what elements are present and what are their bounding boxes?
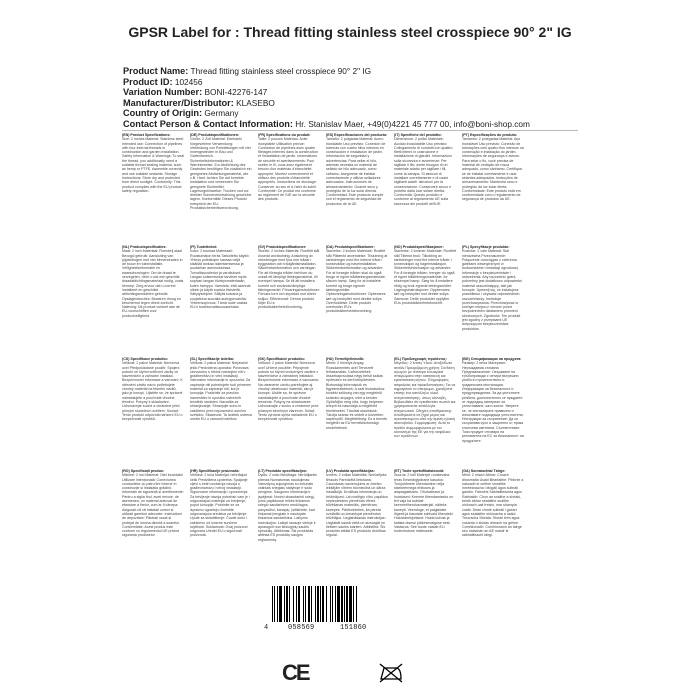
spec-heading: (RO) Specificații produs: xyxy=(122,469,165,473)
spec-body: Izmērs: 2 collas Materiāls: Nerūsējošs tērauds Paredzētā lietošana: Cauruļvadu savienojums ar četrām iekšējām vītnēm būvniecībā un dārza instalācijā. Drošības informācija un brīdinājumi: Lai noslēgtu vītni, papildus nepieciešams piemērots vītnes blīvēšanas materiāls, piemēram, kaņepes. Pārliecinieties, ka pareizi uzstādāt un izmantojat piemērotus blīvētājus. Uzglabāšanas instrukcijas: Uzglabāt sausā vietā un aizsargāt no tiešiem saules stariem. Atbilstība: Šis produkts atbilst ES produktu drošības regulai. xyxy=(326,473,388,538)
spec-body: Veľkosť: 2 palce Materiál: Nerezová oceľ Určené použitie: Pripojenie potrubí so štyrmi vnútornými závitmi v stavebníctve a záhradnej inštalácii. Bezpečnostné informácie a varovania: Na utesnenie závitu potrebujete aj vhodný utesňovací materiál, ako je konope. Uistite sa, že správne nainštalujete a používate vhodné tesnenia. Pokyny na skladovanie: Uchovávajte v suchu a chránené pred priamym slnečným žiarením. Súlad: Tento výrobok spĺňa nariadenie EÚ o bezpečnosti výrobkov. xyxy=(258,361,319,422)
spec-body: Velikost: 2 palca Material: Nerjaveče jeklo Predvidena uporaba: Povezava cevovodov s štirimi notranjimi niti v gradbeništvu in vrtni instalaciji. Varnostne informacije in opozorila: Za zapiranje niti potrebujete tudi primeren material za zapiranje niti, kot je konoplja. Poskrbite za pravilno namestitev in uporabo ustreznih tesnilnih sredstev. Navodila za shranjevanje: Shranjujte suho in zaščiteno pred neposredno sončno svetlobo. Skladnost: Ta izdelek ustreza uredbi EU o varnosti izdelkov. xyxy=(190,361,252,422)
spec-heading: (PT) Especificações do produto: xyxy=(462,133,518,137)
ce-mark-icon: CE xyxy=(282,660,309,685)
barcode xyxy=(264,586,367,632)
spec-block-bg xyxy=(462,357,524,463)
product-id-value: 102456 xyxy=(174,76,203,87)
spec-block-lv xyxy=(326,469,388,575)
variation-value: BONI-42276-147 xyxy=(204,87,268,97)
product-id-label: Product ID: xyxy=(123,76,173,87)
spec-block-cs xyxy=(122,357,184,463)
origin-label: Country of Origin: xyxy=(123,108,203,118)
spec-block-no xyxy=(394,245,456,351)
spec-block-sk xyxy=(258,357,320,463)
spec-heading: (DA) Produktspecifikationer: xyxy=(326,245,375,249)
no-iron-icon xyxy=(378,662,404,684)
spec-block-hu xyxy=(326,357,388,463)
divider xyxy=(122,130,578,131)
spec-heading: (PL) Specyfikacje produktu: xyxy=(462,245,510,249)
spec-block-de xyxy=(190,133,252,239)
spec-heading: (ET) Toote spetsifikatsioonid: xyxy=(394,469,445,473)
spec-block-nl xyxy=(122,245,184,351)
manufacturer-value: KLASEBO xyxy=(236,97,275,108)
spec-heading: (NL) Productspecificaties: xyxy=(122,245,167,249)
contact-value: Hr. Stanislav Maer, +49(0)4221 45 777 00, info@boni-shop.com xyxy=(295,118,530,129)
spec-body: Dimensione: 2 pollici Materiale: Acciaio inossidabile Uso previsto: Collegamento di condotti con quattro filetti interni in costruzione e installazione di giardini. Informazioni sulla sicurezza e avvertenze: Per sigillare il filo, avete bisogno di un materiale adatto per sigillare i fili, come la canapa. Si assicuri di installare correttamente e di usare sigillanti adatti. Istruzioni per la conservazione: Conservare secco e protetto dalla luce solare diretta. Conformità: Questo prodotto è conforme al regolamento UE sulla sicurezza dei prodotti dell'UE. xyxy=(394,137,453,206)
spec-block-lt xyxy=(258,469,320,575)
spec-heading: (LT) Produkto specifikacijos: xyxy=(258,469,308,473)
spec-heading: (LV) Produkta specifikācijas: xyxy=(326,469,375,473)
spec-block-es xyxy=(326,133,388,239)
product-name-value: Thread fitting stainless steel crosspiece 90° 2" IG xyxy=(190,66,372,76)
spec-body: Size: 2 inches Material: Stainless steel Intended use: Connection of pipelines with four internal threads in construction and garden installation. Safety Information & Warnings: To seal the thread, you additionally need a suitable thread sealing material, such as hemp or PTFE. Assemble correctly and use suitable sealants. Storage Instructions: Store dry and protected from direct sunlight. Conformity: This product complies with the EU product safety regulation. xyxy=(122,137,184,193)
spec-block-fi xyxy=(190,245,252,351)
spec-body: Größe: 2 Zoll Material: Edelstahl Vorgesehene Verwendung: Verbindung von Rohrleitungen mit vier Innengewinden in Bau und Gartenbereich. Sicherheitsinformationen & Warnhinweise: Zur Abdichtung des Gewindes benötigen Sie zusätzlich ein geeignetes Abdichtungsmaterial, wie z.B. Hanf. Achten Sie auf korrekte Installation und verwenden Sie geeignete Dichtmittel. Lagerungshinweise: Trocken und vor direkter Sonneneinstrahlung geschützt lagern. Konformität: Dieses Produkt entspricht der EU-Produktsicherheitsverordnung. xyxy=(190,137,252,211)
spec-body: Размер: 2 инча Материал: Неръждаема стомана Предназначение: Свързване на тръбопроводи с четири вътрешни резби в строителството и градинската инсталация. Информация за безопасност и предупреждения: За да уплътните резбата, допълнително се нуждаете от подходящ материал за уплътняване, като коноп. Уверете се, че инсталирате правилно и използвате подходящи уплътнители. Инструкции за съхранение: Да се съхранява сухо и защитено от пряка слънчева светлина. Съответствие: Този продукт отговаря на регламента на ЕС за безопасност на продуктите. xyxy=(462,361,524,443)
spec-block-fr xyxy=(258,133,320,239)
spec-row-1 xyxy=(122,133,582,239)
spec-heading: (IT) Specifiche del prodotto: xyxy=(394,133,442,137)
certification-marks xyxy=(272,660,442,690)
spec-row-3 xyxy=(122,357,582,463)
spec-body: Størrelse: 2 inches Materiale: Rustfrit stål Påtænkt anvendelse: Tilslutning af rørledninger med fire interne tråde i konstruktion og haveinstallation. Sikkerhedsinformation og advarsler: For at forsegle tråden skal du også bruge et egnet trådtætningsmateriale, såsom hamp. Sørg for at installere korrekt og bruge egnede tætningsmidler. Opbevaringsinstruktioner: Opbevares tørt og beskyttet mod direkte sollys. Overholdelse: Dette produkt overholder EU's produktsikkerhedsforordning. xyxy=(326,249,388,314)
spec-body: Dydis: 2 colio Medžiaga: Nerūdijantis plienas Numatomas naudojimas: Vamzdynų sujungimas su keturiais vidiniais sriegiais statyboje ir sodo įrengime. Saugumo informacija ir įspėjimai: Norint užsandarinti sriegį, jums papildomai reikės tinkamos sriegio sandarinimo medžiagos, pavyzdžiui, kanapių. Įsitikinkite, kad tinkamai įrengiate ir naudojate tinkamus sandariklius. Laikymo instrukcijos: Laikyti sausoje vietoje ir apsaugoti nuo tiesioginių saulės spindulių. Atitikimas: Šis produktas atitinka ES produktų saugos reglamentą. xyxy=(258,473,317,542)
origin-value: Germany xyxy=(204,108,239,118)
specifications-grid xyxy=(122,133,582,581)
barcode-digits-2: 058569 xyxy=(288,624,315,632)
spec-heading: (SK) Špecifikácie produktu: xyxy=(258,357,305,361)
spec-block-sl xyxy=(190,357,252,463)
spec-body: Maat: 2 inch Materiaal: Roestvrij staal Beoogd gebruik: Aansluiting van pijpleidingen met vier binnendraden in de bouw en tuininstallatie. Veiligheidsinformatie en waarschuwingen: Om de draad te verzegelen, hebt u ook een geschikt draadafdichtingsmateriaal nodig, zoals hennep. Zorg ervoor dat u correct installeert en geschikte afdichtingsmiddelen gebruikt. Opslaginstructies: Bewaren droog en beschermd tegen direct zonlicht. Naleving: Dit product voldoet aan de EU-voorschriften voor productveiligheid. xyxy=(122,249,184,318)
spec-block-pl xyxy=(462,245,524,351)
spec-block-hr xyxy=(190,469,252,575)
spec-heading: (HR) Specifikacije proizvoda: xyxy=(190,469,240,473)
spec-heading: (NO) Produktspesifikasjoner: xyxy=(394,245,444,249)
spec-heading: (ES) Especificaciones del producto: xyxy=(326,133,388,137)
spec-block-pt xyxy=(462,133,524,239)
spec-body: Μέγεθος: 2 ίντσες Υλικό: Ανοξείδωτο ατσάλι Προοριζόμενη χρήση: Σύνδεση αγωγών με τέσσερα εσωτερικά σπειρώματα στην κατασκευή και εγκατάσταση κήπου. Πληροφορίες ασφαλείας και προειδοποιήσεις: Για να σφραγίσετε το σπείρωμα, χρειάζεστε επίσης ένα κατάλληλο υλικό στεγανοποίησης, όπως κάνναβη. Βεβαιωθείτε ότι εγκαθιστάτε σωστά και χρησιμοποιείτε κατάλληλα στεγανωτικά. Οδηγίες αποθήκευσης: Αποθηκεύστε σε ξηρό μέρος και προστατευμένο από την άμεση ηλιακή ακτινοβολία. Συμμόρφωση: Αυτό το προϊόν συμμορφώνεται με τον κανονισμό της ΕΕ για την ασφάλεια των προϊόντων. xyxy=(394,361,456,439)
spec-block-sv xyxy=(258,245,320,351)
spec-heading: (EN) Product Specifications: xyxy=(122,133,171,137)
contact-label: Contact Person & Contact Information: xyxy=(123,118,293,129)
page-title: GPSR Label for : Thread fitting stainless steel crosspiece 90° 2" IG xyxy=(128,24,572,40)
spec-heading: (FR) Spécifications du produit: xyxy=(258,133,311,137)
spec-heading: (FI) Tuotetiedot: xyxy=(190,245,218,249)
spec-heading: (CS) Specifikace produktu: xyxy=(122,357,168,361)
spec-block-et xyxy=(394,469,456,575)
spec-body: Tamanho: 2 polegadas Material: Aço inoxidável Uso previsto: Conexão de tubulações com quatro fios internos na construção e instalação do jardim. Informações de segurança e avisos: Para selar o fio, você precisa de material de vedação de rosca adequado, como cânhamo. Certifique-se de instalar corretamente e usar selantes adequados. Instruções de armazenamento: Mantenha seco e protegido da luz solar direta. Conformidade: Este produto está em conformidade com o regulamento de segurança de produtos da UE. xyxy=(462,137,524,202)
spec-heading: (BG) Спецификации на продукта: xyxy=(462,357,522,361)
product-name-label: Product Name: xyxy=(123,66,189,76)
spec-block-el xyxy=(394,357,456,463)
spec-body: Storlek: 2 inches Material: Rostfritt stål Avsedd användning: Anslutning av rörledningar med fyra inre trådar i byggnation och trädgårdsinstallation. Säkerhetsinformation och varningar: För att försegla tråden behöver du också ett lämpligt tätningsmaterial, till exempel hampa. Se till att installera korrekt och använda lämpliga tätningsmedel. Förvaringsinstruktioner: Förvara torrt och skyddad mot direkt solljus. Efterlevnad: Denna produkt följer EU:s produktsäkerhetsförordning. xyxy=(258,249,320,310)
spec-heading: (GA) Sonraíochtaí Táirge: xyxy=(462,469,506,473)
spec-row-4 xyxy=(122,469,582,575)
spec-body: Veličina: 2 inča Materijal: nehrđajući čelik Predviđena upotreba: Spajanje cijevi s četiri unutarnja navoja u građevinarstvu i vrtnoj instalaciji. Sigurnosne informacije i upozorenja: Za brtvljenje navoja potreban vam je i odgovarajući materijal za brtvljenje, poput konoplje. Pobrinite se za ispravnu ugradnju i koristite odgovarajuća sredstva za brtvljenje. Upute za skladištenje: Čuvati suho i zaštićeno od izravne sunčeve svjetlosti. Sukladnost: Ovaj proizvod odgovara Uredbi EU o sigurnosti proizvoda. xyxy=(190,473,250,538)
product-info xyxy=(123,66,530,129)
spec-body: Rozmiar: 2 cale Materiał: Stal nierdzewna Przeznaczenie: Połączenie rurociągów z czterema gwintami wewnętrznymi w budownictwie i instalacji ogrodowej. Informacje o bezpieczeństwie i ostrzeżenia: Aby uszczelnić gwint, potrzebny jest dodatkowo odpowiedni materiał uszczelniający, taki jak konopie. Upewnij się, że instalujesz prawidłowo i używasz odpowiednich uszczelniaczy. Instrukcje przechowywania: Przechowywać w suchym miejscu i chronić przed bezpośrednim działaniem promieni słonecznych. Zgodność: Ten produkt jest zgodny z przepisami UE dotyczącymi bezpieczeństwa produktów. xyxy=(462,249,522,331)
spec-body: Méret: 2 hüvelyk Anyag: Rozsdamentes acél Tervezett felhasználás: Csővezetékek összekapcsolása négy belső szálas építésben és kerti telepítésben. Biztonsági információk és figyelmeztetések: A szál lezárásához további szükség van egy megfelelő szálzáró anyagra, mint a kender. Győződjön meg róla, hogy helyesen telepíti és használja a megfelelő tömítéseket. Tárolási utasítások: Tárolja száraz és védett a közvetlen napfénytől. Megfelelőség: Ez a termék megfelel az EU termékbiztonsági rendeletének. xyxy=(326,361,388,430)
spec-block-ro xyxy=(122,469,184,575)
spec-body: Suurus: 2 tolli Materjal: roostevaba teras Eesmärgipärane kasutus: Torujuhtmete ühendamine nelja sisekeermega ehituses ja aiapaigalduses. Ohutusteave ja hoiatused: Keerme tihendamiseks on teil vaja ka sobivat keermetihendusmaterjali, näiteks kanepit. Veenduge, et paigaldate õigesti ja kasutate sobivaid tihendeid. Hoiustamisjuhised: Hoida kuivas ja kaitsta otsese päikesevalguse eest. Vastavus: See toode vastab ELi tooteohutuse määrusele. xyxy=(394,473,454,534)
spec-block-da xyxy=(326,245,388,351)
variation-label: Variation Number: xyxy=(123,87,203,97)
barcode-bars xyxy=(272,586,358,622)
spec-heading: (SV) Produktspecifikationer: xyxy=(258,245,307,249)
spec-body: Velikost: 2 palce Materiál: Nerezová ocel Předpokládané použití: Spojení potrubí se čtyřmi vnitřními závity ve stavebnictví a zahradní instalaci. Bezpečnostní informace a varování: K utěsnění závitu navíc potřebujete vhodný materiál na těsnění závitů, jako je konopí. Ujistěte se, že správně nainstalujete a používáte vhodné těsnění. Pokyny k skladování: Uchovávejte suché a chráněné před přímým slunečním světlem. Soulad: Tento produkt odpovídá nařízení EU o bezpečnosti výrobků. xyxy=(122,361,183,422)
barcode-bar xyxy=(357,586,358,622)
spec-body: Taille: 2 pouces Matériau: Acier inoxydable Utilisation prévue: Connexion de pipelines avec quatre filetages internes dans la construction et l'installation de jardin. Informations de sécurité et avertissements: Pour sceller le fil, vous avez également besoin d'un matériau d'étanchéité approprié. Montez correctement et utilisez des produits d'étanchéité appropriés. Instructions de stockage: Conserver au sec et à l'abri du soleil. Conformité: Ce produit est conforme au règlement de l'UE sur la sécurité des produits. xyxy=(258,137,319,202)
spec-body: Mărime: 2 inci Material: Oțel inoxidabil Utilizare intenționată: Conexiunea conductelor cu patru fire interne în construcție și instalația grădinii. Informații de siguranță și avertismente: Pentru a sigila firul, aveți nevoie, de asemenea, un material adecvat de etanșare a firelor, cum ar fi cânepa. Asigurați-vă că instalați corect și utilizați garnituri adecvate. Instrucțiuni de depozitare: Păstrați uscat și protejat de lumina directă a soarelui. Conformitate: Acest produs este conform cu regulamentul UE privind siguranța produselor. xyxy=(122,473,184,538)
spec-block-it xyxy=(394,133,456,239)
barcode-digits-3: 151860 xyxy=(340,624,367,632)
spec-heading: (HU) Termékjellemzők: xyxy=(326,357,365,361)
manufacturer-label: Manufacturer/Distributor: xyxy=(123,97,234,108)
spec-heading: (DE) Produktspezifikationen: xyxy=(190,133,240,137)
spec-block-en xyxy=(122,133,184,239)
spec-body: Méid: 2 orlach Ábhar: Cruach dhosmálta Úsáid Beartaithe: Píblínte a nascadh le ceithre shnáithe inmheánacha i dtógáil agus suiteáil gairdín. Faisnéis Sábháilteachta agus Rabhaidh: Chun an snáithe a shéalú, beidh ábhar séalaithe snáithe oiriúnach uait freisin, mar shampla cnáib. Déan cinnte suiteáil i gceart agus séalaithe oiriúnacha a úsáid. Treoracha Stórála: Stóráil tirim agus cosanta ó sholas díreach na gréine. Comhlíonadh: Comhlíonann an táirge seo rialachán an AE maidir le sábháilteacht táirgí. xyxy=(462,473,524,538)
barcode-digit-1: 4 xyxy=(264,624,269,632)
spec-row-2 xyxy=(122,245,582,351)
spec-body: Tamaño: 2 pulgadas Material: Acero inoxidable Uso previsto: Conexión de tuberías con cuatro hilos internos en construcción e instalación de jardín. Información de seguridad y advertencias: Para sellar el hilo, además necesita un material de sellado de hilo adecuado, como cáñamo. Asegúrese de instalar correctamente y utilizar selladores adecuados. Instrucciones de almacenamiento: Guarde seco y protegido de la luz solar directa. Conformidad: Este producto cumple con el reglamento de seguridad de productos de la UE. xyxy=(326,137,386,206)
spec-body: Koko: 2 tuumaa Materiaali: Ruostumaton teräs Tarkoitettu käyttö: Yhteys putkistojen kanssa neljä sisäistä lankaa rakentamisessa ja puutarhan asennuksessa. Turvallisuustiedot ja varoitukset: Langan sulkemiseksi tarvitset myös sopivan langan tiivistysmateriaalin, kuten hamppu. Varmista, että asennat oikein ja käytä sopivia tiivisteitä. Säilytysohjeet: Säilytä kuivana ja suojattuna suoralta auringonvalolta. Yhteensopivuus: Tämä tuote vastaa EU:n tuoteturvallisuusasetusta. xyxy=(190,249,251,310)
spec-heading: (EL) Προδιαγραφές προϊόντος: xyxy=(394,357,448,361)
spec-block-ga xyxy=(462,469,524,575)
spec-heading: (SL) Specifikacije izdelka: xyxy=(190,357,234,361)
spec-body: Størrelse: 2 tommer Materiale: Rustfritt stål Tiltenkt bruk: Tilkobling av rørledninger med fire interne tråder i konstruksjon og hageinstallasjon. Sikkerhetsinformasjon og advarsler: For å forsegle tråden, trenger du også et egnet trådtetningsmateriale, for eksempel hamp. Sørg for å installere riktig og bruk egnede tetningsmidler. Lagringsinstruksjoner: Oppbevares tørt og beskyttet mot direkte sollys. Samsvar: Dette produktet oppfyller EUs produktsikkerhetsforskrift. xyxy=(394,249,456,305)
